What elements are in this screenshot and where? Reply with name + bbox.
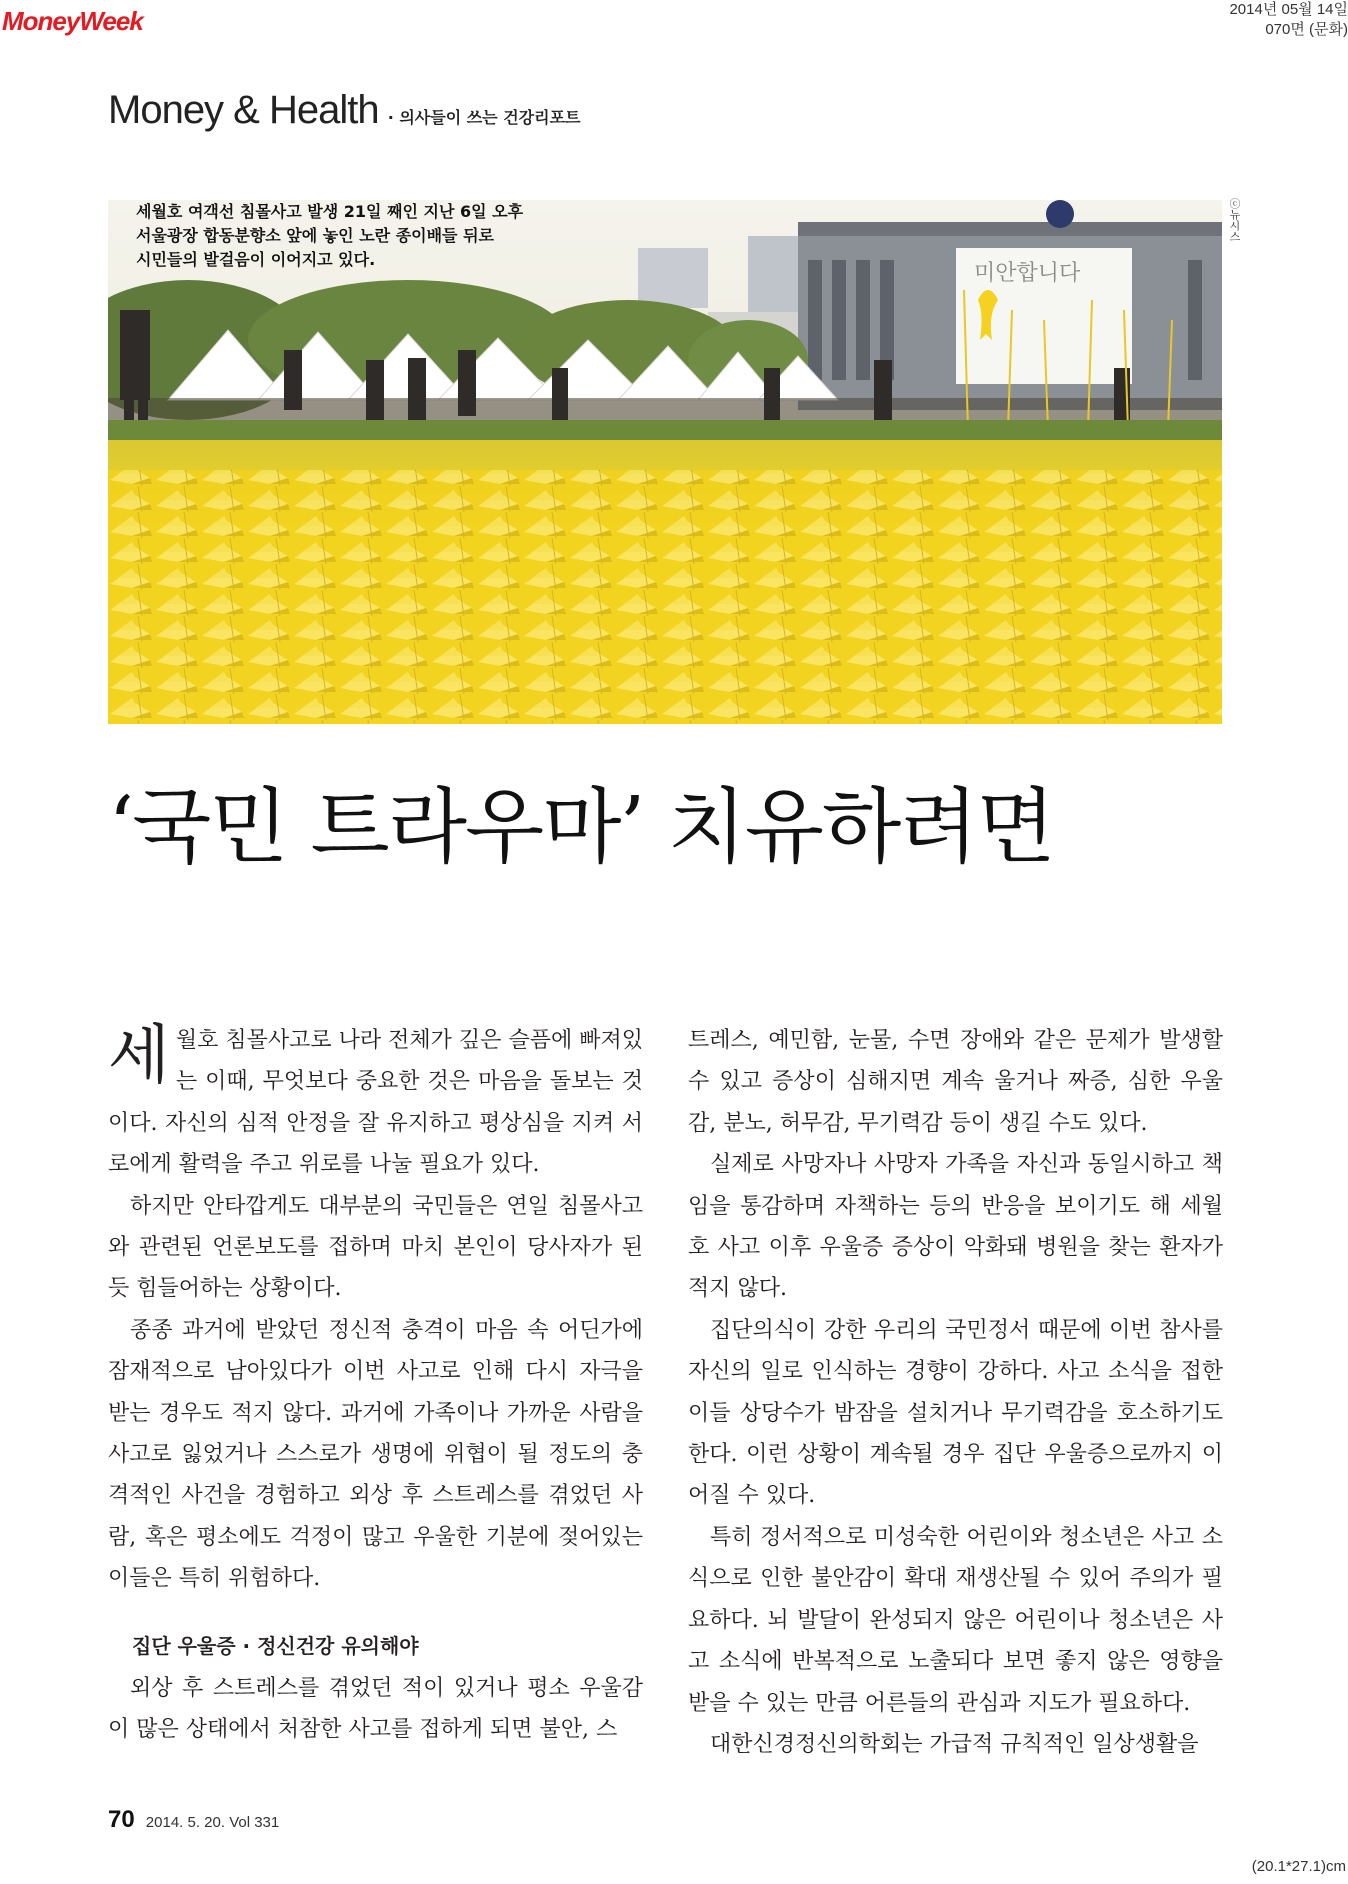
paragraph-text: 월호 침몰사고로 나라 전체가 깊은 슬픔에 빠져있는 이때, 무엇보다 중요한 것은 마음을 돌보는 것이다. 자신의 심적 안정을 잘 유지하고 평상심을 지켜 서로에게 활력을 주고 위로를 나눌 필요가 있다.: [108, 1028, 643, 1178]
section-title: Money & Health: [108, 88, 379, 132]
page-section-info: 070면 (문화): [1265, 21, 1348, 38]
section-subtitle: · 의사들이 쓰는 건강리포트: [387, 108, 581, 127]
article-paragraph: [108, 1020, 643, 1186]
magazine-logo: MoneyWeek: [2, 6, 143, 36]
yellow-paper-boats-scene: [108, 200, 1222, 724]
article-paragraph: 하지만 안타깝게도 대부분의 국민들은 연일 침몰사고와 관련된 언론보도를 접하며 마치 본인이 당사자가 된 듯 힘들어하는 상황이다.: [108, 1193, 643, 1302]
article-headline: ‘국민 트라우마’ 치유하려면: [108, 780, 1054, 875]
article-photo: [108, 200, 1222, 724]
caption-line: 세월호 여객선 침몰사고 발생 21일 째인 지난 6일 오후: [136, 202, 524, 221]
dateline: [1229, 0, 1348, 40]
photo-caption: [136, 200, 523, 272]
article-paragraph: 실제로 사망자나 사망자 가족을 자신과 동일시하고 책임을 통감하며 자책하는 등의 반응을 보이기도 해 세월호 사고 이후 우울증 증상이 악화돼 병원을 찾는 환자가 적지 않다.: [688, 1152, 1223, 1302]
article-paragraph: 대한신경정신의학회는 가급적 규칙적인 일상생활을: [710, 1731, 1199, 1757]
print-size-note: (20.1*27.1)cm: [1251, 1858, 1346, 1875]
article-subheading: 집단 우울증 · 정신건강 유의해야: [132, 1633, 419, 1658]
article-paragraph: 특히 정서적으로 미성숙한 어린이와 청소년은 사고 소식으로 인한 불안감이 확대 재생산될 수 있어 주의가 필요하다. 뇌 발달이 완성되지 않은 어린이나 청소년은 사고 소식에 반복적으로 노출되다 보면 좋지 않은 영향을 받을 수 있는 만큼 어른들의 관심과 지도가 필요하다.: [688, 1524, 1223, 1716]
caption-line: 서울광장 합동분향소 앞에 놓인 노란 종이배들 뒤로: [136, 226, 494, 245]
article-paragraph: 외상 후 스트레스를 겪었던 적이 있거나 평소 우울감이 많은 상태에서 처참한 사고를 접하게 되면 불안, 스: [108, 1675, 643, 1743]
section-header: [108, 88, 581, 133]
banner-text: 미안합니다: [974, 261, 1081, 286]
article-column-right: [688, 1020, 1223, 1765]
drop-cap: 세: [108, 1019, 170, 1093]
article-paragraph: 트레스, 예민함, 눈물, 수면 장애와 같은 문제가 발생할 수 있고 증상이 심해지면 계속 울거나 짜증, 심한 우울감, 분노, 허무감, 무기력감 등이 생길 수도 있다.: [688, 1028, 1223, 1136]
publication-date: 2014년 05월 14일: [1229, 1, 1348, 18]
article-paragraph: 종종 과거에 받았던 정신적 충격이 마음 속 어딘가에 잠재적으로 남아있다가 이번 사고로 인해 다시 자극을 받는 경우도 적지 않다. 과거에 가족이나 가까운 사람을 사고로 잃었거나 스스로가 생명에 위협이 될 정도의 충격적인 사건을 경험하고 외상 후 스트레스를 겪었던 사람, 혹은 평소에도 걱정이 많고 우울한 기분에 젖어있는 이들은 특히 위험하다.: [108, 1317, 643, 1592]
page-number: 70: [108, 1806, 135, 1833]
article-paragraph: 집단의식이 강한 우리의 국민정서 때문에 이번 참사를 자신의 일로 인식하는 경향이 강하다. 사고 소식을 접한 이들 상당수가 밤잠을 설치거나 무기력감을 호소하기도 한다. 이런 상황이 계속될 경우 집단 우울증으로까지 이어질 수 있다.: [688, 1317, 1223, 1509]
page-footer: [108, 1806, 279, 1834]
issue-info: 2014. 5. 20. Vol 331: [145, 1814, 280, 1831]
caption-line: 시민들의 발걸음이 이어지고 있다.: [136, 250, 376, 269]
photo-credit: ⓒ뉴시스: [1228, 198, 1241, 242]
article-column-left: [108, 1020, 643, 1751]
